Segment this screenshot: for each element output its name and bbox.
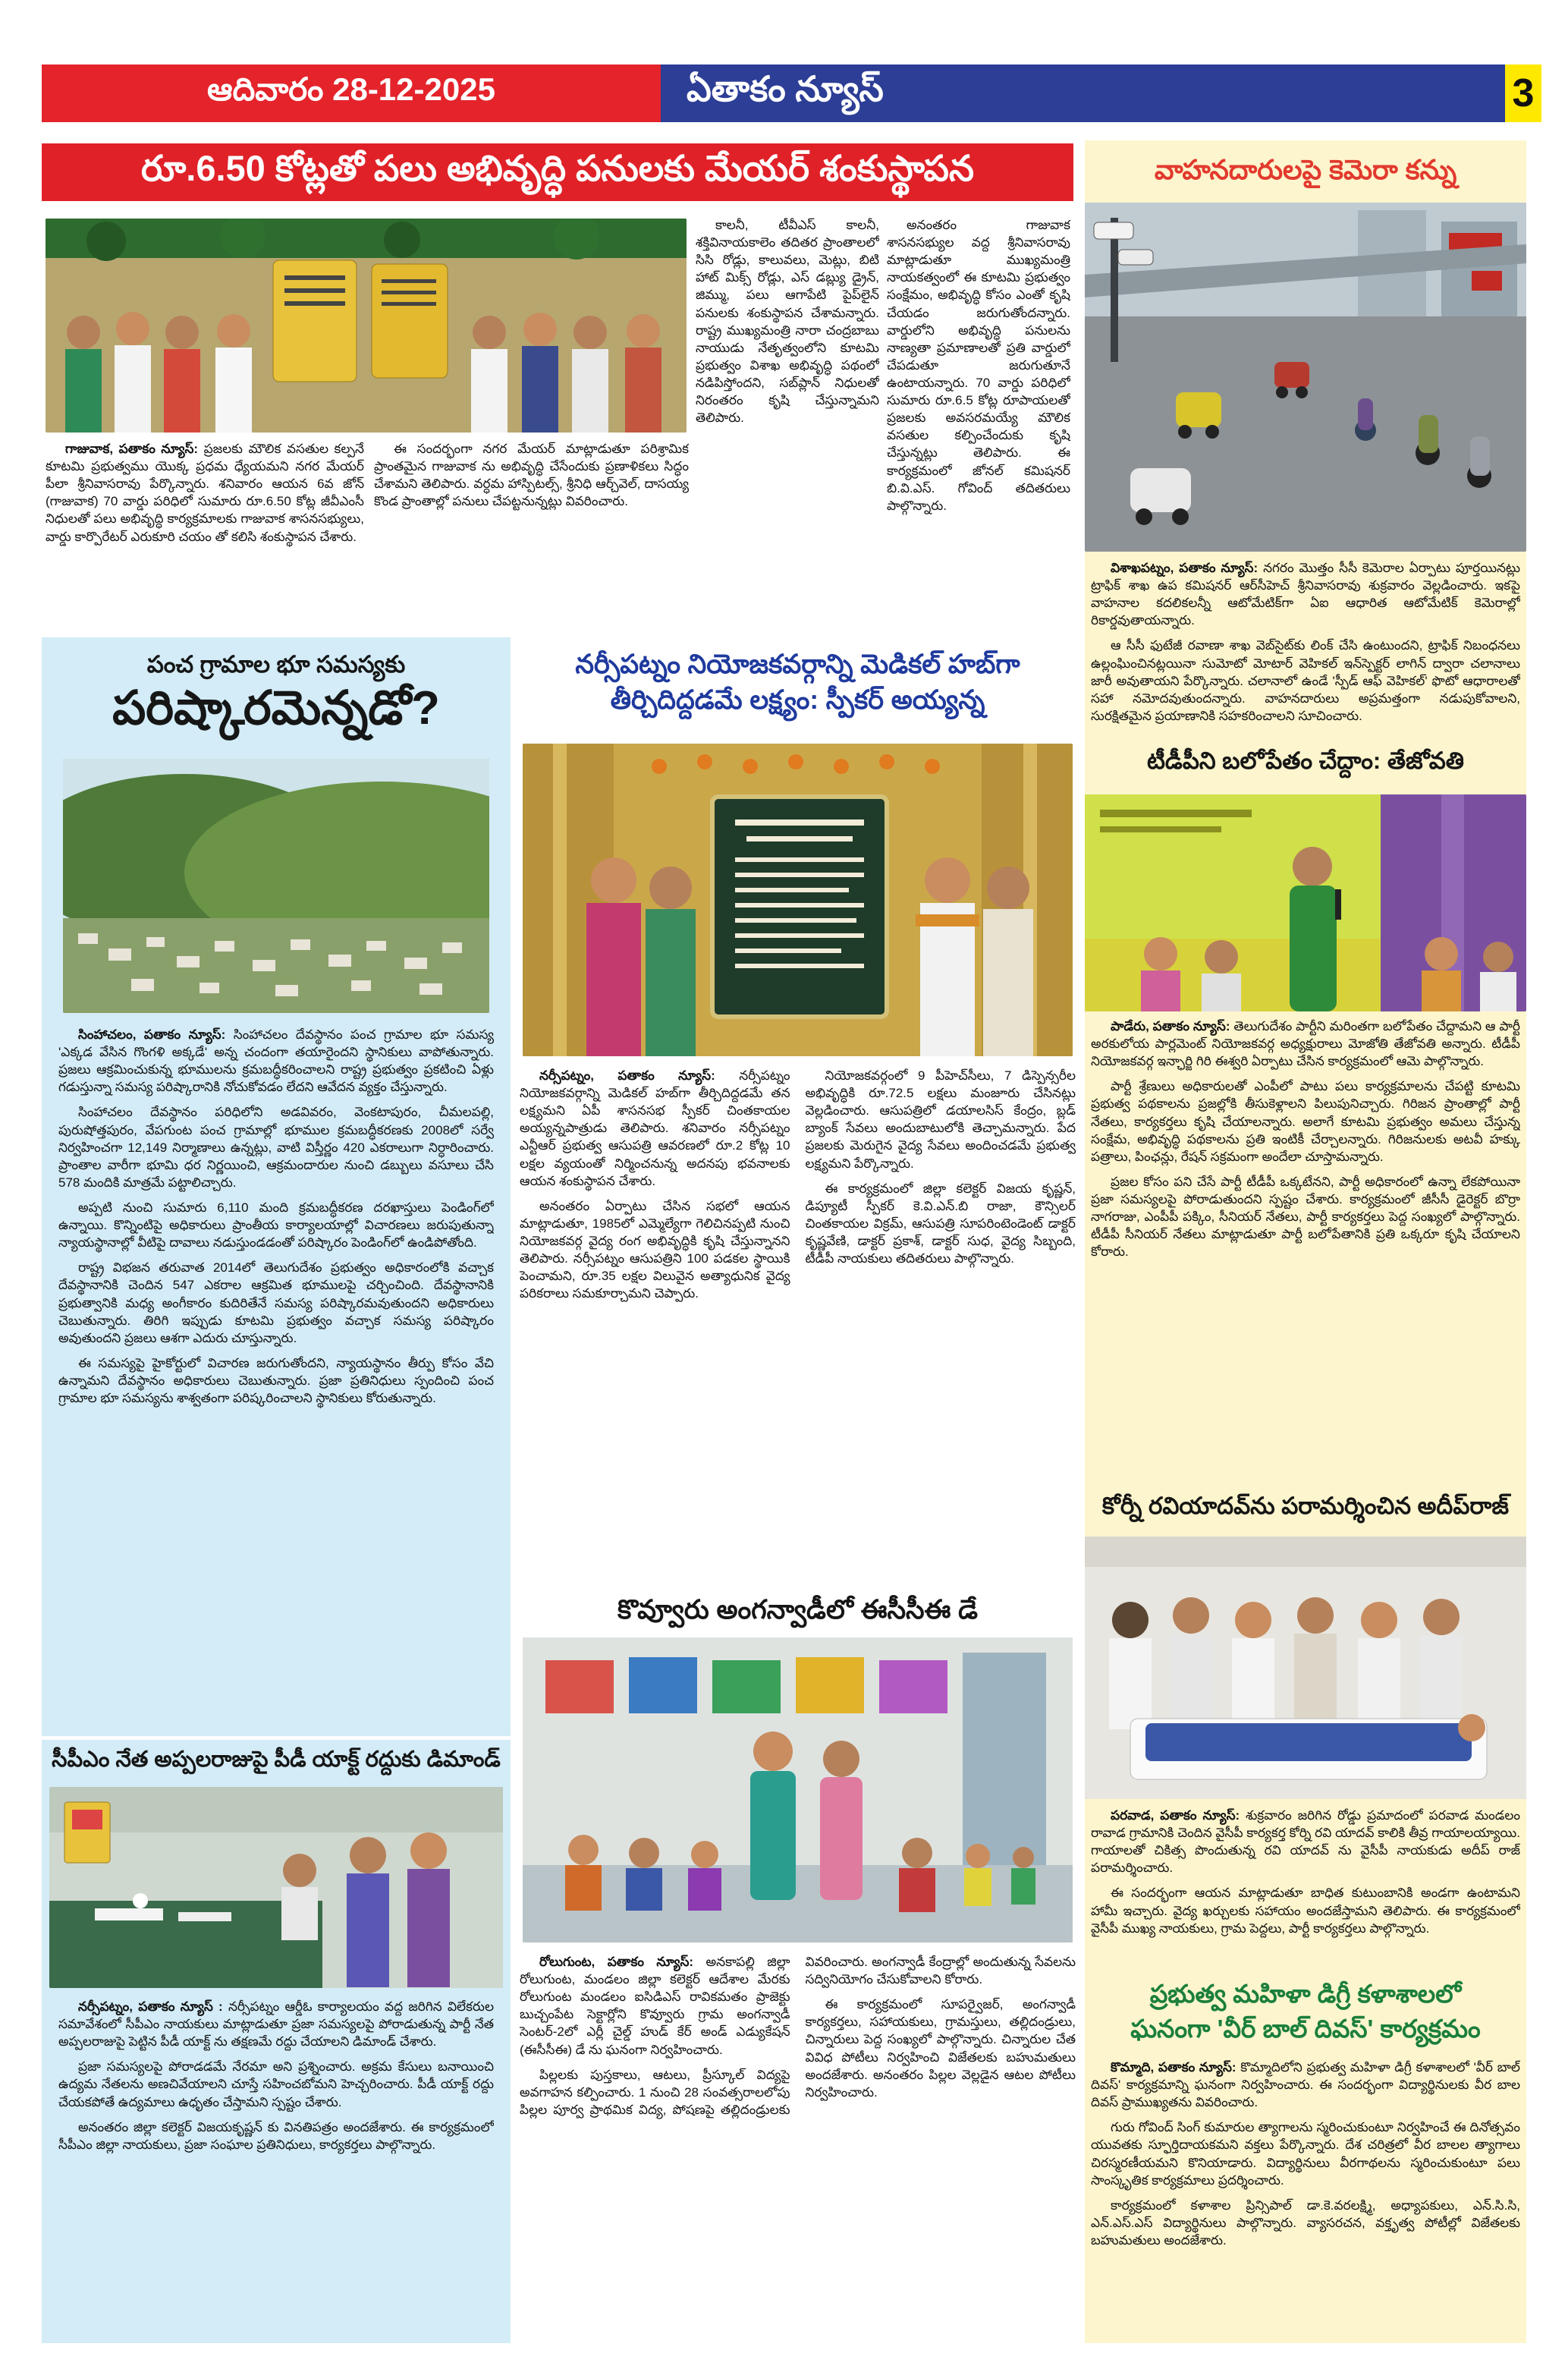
medical-body [520, 1067, 1076, 1586]
veerbal-text-2: గురు గోవింద్ సింగ్ కుమారుల త్యాగాలను స్మరించుకుంటూ నిర్వహించే ఈ దినోత్సవం యువతకు స్ఫూర్తిదాయకమని వక్తలు పేర్కొన్నారు. దేశ చరిత్రలో వీర బాలల త్యాగాలు చిరస్మరణీయమని కొనియాడారు. విద్యార్థినులు వీరగాథలను స్మరించుకుంటూ పలు సాంస్కృతిక కార్యక్రమాలు ప్రదర్శించారు. [1091, 2120, 1520, 2188]
photo-pdact-office [49, 1787, 503, 1988]
medical-text-4: ఈ కార్యక్రమంలో జిల్లా కలెక్టర్ విజయ కృష్ణన్, డిప్యూటీ స్పీకర్ కె.వి.ఎన్.బి రాజా, కౌన్సిలర్ చింతకాయల విక్రమ్, ఆసుపత్రి సూపరింటెండెంట్ డాక్టర్ కృష్ణవేణి, డాక్టర్ ప్రకాశ్, డాక్టర్ సుధ, వైద్య సిబ్బంది, టీడీపీ నాయకులు తదితరులు పాల్గొన్నారు. [805, 1181, 1076, 1266]
raviyadav-headline: కోర్నీ రవియాదవ్‌ను పరామర్శించిన అదీప్‌రాజ్ [1101, 1493, 1510, 1519]
article-pdact [42, 1740, 511, 2343]
date-text: ఆదివారం 28-12-2025 [207, 71, 495, 107]
veerbal-body [1091, 2059, 1520, 2338]
land-text-2: సింహాచలం దేవస్థానం పరిధిలోని అడవివరం, వెంకటాపురం, చీమలపల్లి, పురుషోత్తపురం, వేపగుంట పంచ గ్రామాల్లో భూముల క్రమబద్ధీకరణకు 2008లో సర్వే నిర్వహించగా 12,149 నిర్మాణాలు ఉన్నట్లు, వాటి విస్తీర్ణం 420 ఎకరాలుగా నిర్ధారించారు. ప్రాంతాల వారీగా భూమి ధర నిర్ణయించి, ఆక్రమందారుల నుంచి డబ్బులు వసూలు చేసి 578 మందికి మాత్రమే పట్టాలిచ్చారు. [58, 1105, 494, 1190]
main-headline: రూ.6.50 కోట్లతో పలు అభివృద్ధి పనులకు మేయర్ శంకుస్థాపన [141, 147, 974, 188]
medical-headline-line2: తీర్చిదిద్దడమే లక్ష్యం: స్పీకర్ అయ్యన్న [610, 685, 985, 716]
land-text-5: ఈ సమస్యపై హైకోర్టులో విచారణ జరుగుతోందని, న్యాయస్థానం తీర్పు కోసం వేచి ఉన్నామని దేవస్థానం అధికారులు చెబుతున్నారు. ప్రజా ప్రతినిధులు స్పందించి పంచ గ్రామాల భూ సమస్యను శాశ్వతంగా పరిష్కరించాలని స్థానికులు కోరుతున్నారు. [58, 1355, 494, 1406]
photo-mayor-foundation [46, 219, 687, 433]
raviyadav-text-1: శుక్రవారం జరిగిన రోడ్డు ప్రమాదంలో పరవాడ మండలం రావాడ గ్రామానికి చెందిన వైసీపీ కార్యకర్త కోర్ని రవి యాదవ్ కాలికి తీవ్ర గాయాలయ్యాయి. గాయాలతో చికిత్స పొందుతున్న రవి యాదవ్ ను వైసీపీ నాయకుడు అదీప్ రాజ్ పరామర్శించారు. [1091, 1808, 1520, 1876]
article-mayor [42, 212, 1073, 636]
mayor-photo-illustration [46, 219, 687, 433]
dateline: పరవాడ, పతాకం న్యూస్: [1111, 1808, 1240, 1823]
mayor-text-4: అనంతరం గాజువాక శాసనసభ్యుల వద్ద శ్రీనివాసరావు మాట్లాడుతూ ముఖ్యమంత్రి నాయకత్వంలో ఈ కూటమి ప్రభుత్వం సంక్షేమం, అభివృద్ధి కోసం ఎంతో కృషి చేయడం జరుగుతోందన్నారు. వార్డులోని అభివృద్ధి పనులను నాణ్యతా ప్రమాణాలతో ప్రతి వార్డులో చేపడుతూ జరుగుతూనే ఉంటాయన్నారు. 70 వార్డు పరిధిలో సుమారు రూ.6.5 కోట్ల రూపాయలతో ప్రజలకు అవసరమయ్యే మౌలిక వసతుల కల్పించేందుకు కృషి చేస్తున్నట్లు తెలిపారు. ఈ కార్యక్రమంలో జోనల్ కమిషనర్ బి.వి.ఎస్. గోవింద్ తదితరులు పాల్గొన్నారు. [887, 218, 1070, 513]
dateline: విశాఖపట్నం, పతాకం న్యూస్: [1111, 561, 1258, 575]
camera-headline: వాహనదారులపై కెమెరా కన్ను [1154, 154, 1457, 185]
photo-plaque-unveiling [523, 744, 1073, 1056]
tdp-text-2: పార్టీ శ్రేణులు అధికారులతో ఎంపీలో పాటు పలు కార్యక్రమాలను చేపట్టి కూటమి ప్రభుత్వ పథకాలను ప్రజల్లోకి తీసుకెళ్లాలని పిలుపునిచ్చారు. గిరిజన ప్రాంతాల్లో పార్టీ నేతలు, కార్యకర్తలు కృషి చేయాలన్నారు. అలాగే కూటమి ప్రభుత్వం అమలు చేస్తున్న సంక్షేమ, అభివృద్ధి పథకాలను ప్రతి ఇంటికీ చేర్చాలన్నారు. గిరిజనులకు అటవీ హక్కు పత్రాలు, పింఛన్లు, రేషన్ సక్రమంగా అందేలా చూస్తామన్నారు. [1091, 1079, 1520, 1164]
dateline: సింహాచలం, పతాకం న్యూస్: [78, 1027, 226, 1042]
camera-text-1: నగరం మొత్తం సీసీ కెమెరాల ఏర్పాటు పూర్తయినట్లు ట్రాఫిక్ శాఖ ఉప కమిషనర్ ఆర్‌సీహెచ్ శ్రీనివాసరావు శుక్రవారం వెల్లడించారు. ఇకపై వాహనాల కదలికలన్నీ ఆటోమేటిక్‌గా ఏఐ ఆధారిత ఆటోమేటిక్ కెమెరాల్లో రికార్డవుతాయన్నారు. [1091, 561, 1520, 628]
masthead-title: ఏతాకం న్యూస్ [687, 69, 884, 109]
dateline: నర్సీపట్నం, పతాకం న్యూస్ : [78, 1999, 223, 2014]
pdact-headline: సీపీఎం నేత అప్పలరాజుపై పీడీ యాక్ట్ రద్దుకు డిమాండ్ [52, 1747, 501, 1772]
traffic-photo-illustration [1085, 203, 1526, 552]
tdp-headline: టీడీపీని బలోపేతం చేద్దాం: తేజోవతి [1146, 747, 1465, 774]
mayor-col-right-2 [887, 216, 1070, 630]
medical-text-1: నర్సీపట్నం నియోజకవర్గాన్ని మెడికల్ హబ్‌గా తీర్చిదిద్దడమే తన లక్ష్యమని ఏపీ శాసనసభ స్పీకర్ చింతకాయల అయ్యన్నపాత్రుడు తెలిపారు. శనివారం నర్సీపట్నం ఎన్టీఆర్ ప్రభుత్వ ఆసుపత్రి ఆవరణలో రూ.2 కోట్ల 10 లక్షల వ్యయంతో నిర్మించనున్న అదనపు భవనాలకు ఆయన శంకుస్థాపన చేశారు. [520, 1068, 790, 1188]
pdact-text-2: ప్రజా సమస్యలపై పోరాడడమే నేరమా అని ప్రశ్నించారు. అక్రమ కేసులు బనాయించి ఉద్యమ నేతలను అణచివేయాలని చూస్తే సహించబోమని హెచ్చరించారు. పీడీ యాక్ట్ రద్దు చేయకపోతే ఉద్యమాలు ఉధృతం చేస్తామని స్పష్టం చేశారు. [58, 2059, 494, 2109]
photo-anganwadi [523, 1637, 1073, 1942]
tdp-text-1: తెలుగుదేశం పార్టీని మరింతగా బలోపేతం చేద్దామని ఆ పార్టీ అరకులోయ పార్లమెంట్ నియోజకవర్గ అధ్యక్షురాలు మోజోతి తేజోవతి అన్నారు. టీడీపీ నియోజకవర్గ ఇన్ఛార్జి గిరి ఈశ్వరి ఏర్పాటు చేసిన కార్యక్రమంలో ఆమె పాల్గొన్నారు. [1091, 1019, 1520, 1069]
dateline: రోలుగుంట, పతాకం న్యూస్: [539, 1955, 694, 1969]
page-number-badge [1505, 64, 1541, 122]
veerbal-headline-line2: ఘనంగా 'వీర్ బాల్ దివస్' కార్యక్రమం [1130, 2015, 1481, 2043]
raviyadav-text-2: ఈ సందర్భంగా ఆయన మాట్లాడుతూ బాధిత కుటుంబానికి అండగా ఉంటామని హామీ ఇచ్చారు. వైద్య ఖర్చులకు సహాయం అందజేస్తామని తెలిపారు. ఈ కార్యక్రమంలో వైసీపీ ముఖ్య నాయకులు, గ్రామ పెద్దలు, పార్టీ కార్యకర్తలు పాల్గొన్నారు. [1091, 1886, 1520, 1936]
hill-photo-illustration [63, 759, 489, 1013]
veerbal-headline [1085, 1977, 1526, 2046]
pdact-text-1: నర్సీపట్నం ఆర్డీఓ కార్యాలయం వద్ద జరిగిన విలేకరుల సమావేశంలో సీపీఎం నాయకులు మాట్లాడుతూ ప్రజా సమస్యలపై పోరాడుతున్న పార్టీ నేత అప్పలరాజుపై పెట్టిన పీడీ యాక్ట్ ను తక్షణమే రద్దు చేయాలని డిమాండ్ చేశారు. [58, 1999, 494, 2049]
date-box [42, 64, 661, 122]
veerbal-headline-line1: ప్రభుత్వ మహిళా డిగ్రీ కళాశాలలో [1149, 1980, 1462, 2008]
ecce-text-3: ఈ కార్యక్రమంలో సూపర్వైజర్, అంగన్వాడీ కార్యకర్తలు, సహాయకులు, గ్రామస్తులు, తల్లిదండ్రులు, చిన్నారులు పెద్ద సంఖ్యలో పాల్గొన్నారు. చిన్నారుల చేత వివిధ పోటీలు నిర్వహించి విజేతలకు బహుమతులు అందజేశారు. అనంతరం పిల్లల వెల్లడైన ఆటల పోటీలు నిర్వహించారు. [805, 1997, 1076, 2100]
ecce-text-1: అనకాపల్లి జిల్లా రోలుగుంట, మండలం జిల్లా కలెక్టర్ ఆదేశాల మేరకు రోలుగుంట మండలం ఐసిడిఎస్ రావికమతం ప్రాజెక్టు బుచ్చంపేట సెక్టార్లోని కొవ్వూరు గ్రామ అంగన్వాడీ సెంటర్-2లో ఎర్లీ చైల్డ్ హుడ్ కేర్ అండ్ ఎడ్యుకేషన్ (ఈసీసీఈ) డే ను ఘనంగా నిర్వహించారు. [520, 1955, 790, 2057]
tdp-body [1091, 1018, 1520, 1486]
pdact-photo-illustration [49, 1787, 503, 1988]
mayor-col-below-1 [46, 440, 364, 631]
main-headline-band [42, 143, 1073, 201]
veerbal-text-3: కార్యక్రమంలో కళాశాల ప్రిన్సిపాల్ డా.కె.వరలక్ష్మి, అధ్యాపకులు, ఎన్.సి.సి, ఎన్.ఎస్.ఎస్ విద్యార్థినులు పాల్గొన్నారు. వ్యాసరచన, వక్తృత్వ పోటీల్లో విజేతలకు బహుమతులు అందజేశారు. [1091, 2197, 1520, 2248]
mayor-text-2: ఈ సందర్భంగా నగర మేయర్ మాట్లాడుతూ పరిశ్రామిక ప్రాంతమైన గాజువాక ను అభివృద్ధి చేసేందుకు ప్రణాళికలు సిద్ధం చేశామని తెలిపారు. వర్ధమ హాస్పిటల్స్, శ్రీనిధి ఆర్చ్‌వెల్, దాసయ్య కొండ ప్రాంతాల్లో పనులు చేపట్టనున్నట్లు వివరించారు. [374, 442, 689, 509]
article-land [42, 637, 511, 1736]
medical-text-3: నియోజకవర్గంలో 9 పీహెచ్‌సీలు, 7 డిస్పెన్సరీల అభివృద్ధికి రూ.72.5 లక్షలు మంజూరు చేసినట్లు వెల్లడించారు. ఆసుపత్రిలో డయాలసిస్ కేంద్రం, బ్లడ్ బ్యాంక్ సేవలు అందుబాటులోకి తెచ్చామన్నారు. పేద ప్రజలకు మెరుగైన వైద్య సేవలు అందించడమే ప్రభుత్వ లక్ష్యమని పేర్కొన్నారు. [805, 1068, 1076, 1171]
photo-hospital-visit [1085, 1537, 1526, 1799]
masthead-bar [661, 64, 1505, 122]
photo-hill-villages [63, 759, 489, 1013]
page-number: 3 [1512, 71, 1535, 115]
medical-text-2: అనంతరం ఏర్పాటు చేసిన సభలో ఆయన మాట్లాడుతూ, 1985లో ఎమ్మెల్యేగా గెలిచినప్పటి నుంచి నియోజకవర్గ వైద్య రంగ అభివృద్ధికి కృషి చేస్తున్నానని తెలిపారు. నర్సీపట్నం ఆసుపత్రిని 100 పడకల స్థాయికి పెంచామని, రూ.35 లక్షల విలువైన అత్యాధునిక వైద్య పరికరాలు సమకూర్చామని చెప్పారు. [520, 1198, 790, 1301]
center-column [520, 637, 1076, 2341]
mayor-col-right-1 [696, 216, 879, 630]
pdact-text-3: అనంతరం జిల్లా కలెక్టర్ విజయకృష్ణన్ కు వినతిపత్రం అందజేశారు. ఈ కార్యక్రమంలో సీపీఎం జిల్లా నాయకులు, ప్రజా సంఘాల ప్రతినిధులు, కార్యకర్తలు పాల్గొన్నారు. [58, 2119, 494, 2152]
hospital-photo-illustration [1085, 1537, 1526, 1799]
medical-headline-line1: నర్సీపట్నం నియోజకవర్గాన్ని మెడికల్ హబ్‌గా [575, 650, 1020, 679]
mayor-col-below-2 [374, 440, 689, 631]
photo-traffic-cameras [1085, 203, 1526, 552]
pdact-body [58, 1998, 494, 2332]
dateline: కొమ్మాది, పతాకం న్యూస్: [1111, 2060, 1236, 2075]
ecce-headline: కొవ్వూరు అంగన్వాడీలో ఈసీసీఈ డే [617, 1595, 979, 1625]
dateline: పాడేరు, పతాకం న్యూస్: [1111, 1019, 1230, 1033]
right-rail [1085, 140, 1526, 2343]
mayor-text-1: ప్రజలకు మౌలిక వసతుల కల్పనే కూటమి ప్రభుత్వము యొక్క ప్రధమ ధ్యేయమని నగర మేయర్ పీలా శ్రీనివాసరావు పేర్కొన్నారు. శనివారం ఆయన 6వ జోన్ (గాజువాక) 70 వార్డు పరిధిలో సుమారు రూ.6.50 కోట్ల జీవీఎంసీ నిధులతో పలు అభివృద్ధి కార్యక్రమాలకు గాజువాక శాసనసభ్యులు, వార్డు కార్పొరేటర్ ఎరుకూరి చయం తో కలిసి శంకుస్థాపన చేశారు. [46, 442, 364, 544]
land-text-4: రాష్ట్ర విభజన తరువాత 2014లో తెలుగుదేశం ప్రభుత్వం అధికారంలోకి వచ్చాక దేవస్థానానికి చెందిన 547 ఎకరాల ఆక్రమిత భూములపై చర్చించింది. దేవస్థానానికి ప్రభుత్వానికి మధ్య అంగీకారం కుదిరితేనే సమస్య పరిష్కారమవుతుందని అధికారులు చెబుతున్నారు. తిరిగి ఇప్పుడు కూటమి ప్రభుత్వం వచ్చాక సమస్య పరిష్కారం అవుతుందని ప్రజలు ఆశగా ఎదురు చూస్తున్నారు. [58, 1260, 494, 1345]
land-headline-main: పరిష్కారమెన్నడో? [112, 682, 440, 735]
land-text-3: అప్పటి నుంచి సుమారు 6,110 మంది క్రమబద్ధీకరణ దరఖాస్తులు పెండింగ్‌లో ఉన్నాయి. కొన్నింటిపై అధికారులు ప్రాంతీయ కార్యాలయాల్లో విచారణలు జరుపుతున్నా న్యాయస్థానాల్లో వీటిపై దావాలు నడుస్తుండడంతో పరిష్కారం పెండింగ్‌లో ఉండిపోతోంది. [58, 1200, 494, 1250]
raviyadav-body [1091, 1807, 1520, 1968]
land-headline-top: పంచ గ్రామాల భూ సమస్యకు [146, 651, 406, 678]
ecce-text-2: పిల్లలకు పుస్తకాలు, ఆటలు, ప్రీస్కూల్ విద్యపై అవగాహన కల్పించారు. 1 నుంచి 28 సంవత్సరాలలోపు పిల్లల పూర్వ ప్రాథమిక విద్య, పోషణపై తల్లిదండ్రులకు వివరించారు. అంగన్వాడీ కేంద్రాల్లో అందుతున్న సేవలను సద్వినియోగం చేసుకోవాలని కోరారు. [520, 1955, 1076, 2117]
land-body [58, 1026, 494, 1725]
tdp-photo-illustration [1085, 794, 1526, 1011]
dateline: గాజువాక, పతాకం న్యూస్: [65, 442, 199, 456]
mayor-text-3: కాలనీ, టీవీఎస్ కాలనీ, శక్తివినాయకాలెం తదితర ప్రాంతాలలో సిసి రోడ్లు, కాలువలు, మెట్లు, బిటి హాట్ మిక్స్ రోడ్లు, ఎస్ డబ్ల్యు డ్రైన్, జిమ్ము, పలు ఆగాపేటి పైప్‌లైన్ పనులకు శంకుస్థాపన చేశామన్నారు. రాష్ట్ర ముఖ్యమంత్రి నారా చంద్రబాబు నాయుడు నేతృత్వంలోని కూటమి ప్రభుత్వం విశాఖ అభివృద్ధి పథంలో నడిపిస్తోందని, సబ్‌ప్లాన్ నిధులతో నిరంతరం కృషి చేస్తున్నామని తెలిపారు. [696, 218, 879, 426]
dateline: నర్సీపట్నం, పతాకం న్యూస్: [539, 1068, 715, 1083]
photo-tdp-meeting [1085, 794, 1526, 1011]
veerbal-text-1: కొమ్మాదిలోని ప్రభుత్వ మహిళా డిగ్రీ కళాశాలలో 'వీర్ బాల్ దివస్' కార్యక్రమాన్ని ఘనంగా నిర్వహించారు. ఈ సందర్భంగా విద్యార్థినులకు వీర బాల దివస్ ప్రాముఖ్యతను వివరించారు. [1091, 2060, 1520, 2110]
land-text-1: సింహాచలం దేవస్థానం పంచ గ్రామాల భూ సమస్య 'ఎక్కడ వేసిన గొంగళి అక్కడే' అన్న చందంగా తయారైందని స్థానికులు వాపోతున్నారు. ప్రజలు ఆక్రమించుకున్న భూములను క్రమబద్ధీకరించాలని రాష్ట్ర ప్రభుత్వం ప్రకటించి ఏళ్లు గడుస్తున్నా సమస్య పరిష్కారానికి నోచుకోవడం లేదని ఆవేదన వ్యక్తం చేస్తున్నారు. [58, 1027, 494, 1095]
anganwadi-photo-illustration [523, 1637, 1073, 1942]
ecce-body [520, 1953, 1076, 2339]
camera-text-2: ఆ సీసీ ఫుటేజీ రవాణా శాఖ వెబ్‌సైట్‌కు లింక్ చేసి ఉంటుందని, ట్రాఫిక్ నిబంధనలు ఉల్లంఘించినట్లయినా సుమోటో మోటార్ వెహికల్ ఇన్‌స్పెక్టర్ లాగిన్ ద్వారా చలానాలు జారీ అవుతాయని పేర్కొన్నారు. చలానాలో ఉండే 'స్పీడ్ ఆఫ్ వెహికల్' ఫొటో ఆధారాలతో సహా నమోదవుతుందన్నారు. వాహనదారులు అప్రమత్తంగా నడుపుకోవాలని, సురక్షితమైన ప్రయాణానికి సహకరించాలని సూచించారు. [1091, 638, 1520, 723]
tdp-text-3: ప్రజల కోసం పని చేసే పార్టీ టీడీపీ ఒక్కటేనని, పార్టీ అధికారంలో ఉన్నా లేకపోయినా ప్రజా సమస్యలపై పోరాడుతుందని స్పష్టం చేశారు. కార్యక్రమంలో జీసీసీ డైరెక్టర్ బొర్రా నాగరాజు, ఎంపీపీ పక్కిం, సీనియర్ నేతలు, పార్టీ కార్యకర్తలు పెద్ద సంఖ్యలో పాల్గొన్నారు. టీడీపీ సీనియర్ నేతలు మాట్లాడుతూ పార్టీ బలోపేతానికి ప్రతి ఒక్కరూ కృషి చేయాలని కోరారు. [1091, 1174, 1520, 1260]
medical-headline [520, 646, 1076, 719]
plaque-photo-illustration [523, 744, 1073, 1056]
